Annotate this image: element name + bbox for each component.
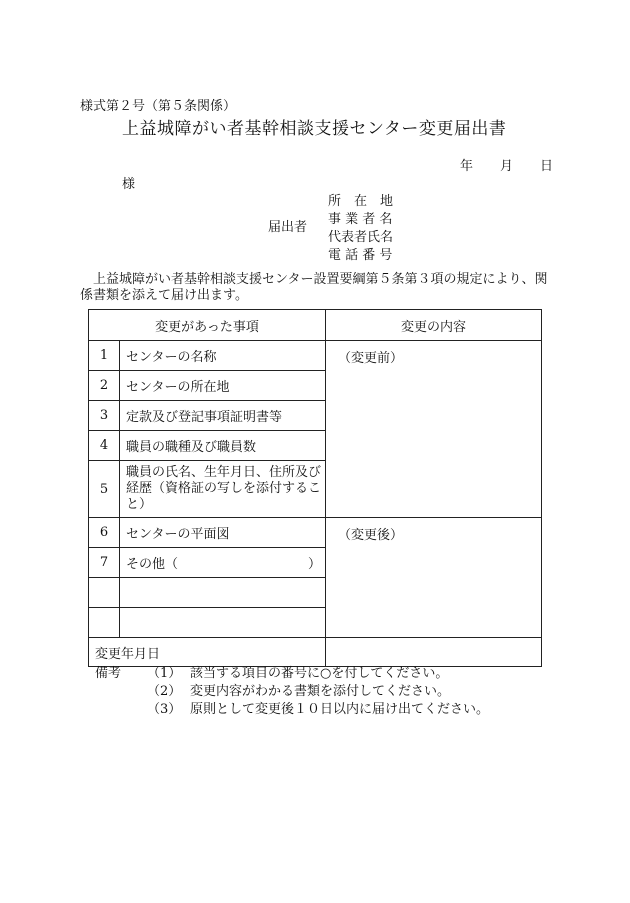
item-label: その他（ ） xyxy=(120,548,326,578)
item-label: 職員の氏名、生年月日、住所及び経歴（資格証の写しを添付すること） xyxy=(120,461,326,518)
blank-item-cell[interactable] xyxy=(120,608,326,638)
date-year-label: 年 xyxy=(460,159,474,174)
form-title: 上益城障がい者基幹相談支援センター変更届出書 xyxy=(122,119,507,139)
change-items-table xyxy=(88,309,542,667)
note-text: 原則として変更後１０日以内に届け出てください。 xyxy=(190,702,490,717)
change-before-label: （変更前） xyxy=(338,351,404,366)
item-label: センターの所在地 xyxy=(120,371,326,401)
item-number: 1 xyxy=(89,341,120,371)
item-label: センターの平面図 xyxy=(120,518,326,548)
table-row xyxy=(89,518,542,548)
table-row xyxy=(89,341,542,371)
body-text-content: 上益城障がい者基幹相談支援センター設置要綱第５条第３項の規定により、関係書類を添えて届け出ます。 xyxy=(80,272,548,303)
body-text xyxy=(80,272,550,304)
item-number: 7 xyxy=(89,548,120,578)
header-change-content: 変更の内容 xyxy=(326,310,542,341)
note-text: 該当する項目の番号に○を付してください。 xyxy=(190,666,449,681)
notes-label: 備考 xyxy=(95,666,122,681)
note-text: 変更内容がわかる書類を添付してください。 xyxy=(190,684,451,699)
item-label: センターの名称 xyxy=(120,341,326,371)
blank-item-cell[interactable] xyxy=(120,578,326,608)
note-number: （2） xyxy=(147,684,182,699)
note-number: （3） xyxy=(147,702,182,717)
applicant-business-name-field: 事 業 者 名 xyxy=(328,212,393,227)
item-label: 職員の職種及び職員数 xyxy=(120,431,326,461)
item-number: 6 xyxy=(89,518,120,548)
header-changed-items: 変更があった事項 xyxy=(89,310,326,341)
item-label: 定款及び登記事項証明書等 xyxy=(120,401,326,431)
item-number: 5 xyxy=(89,461,120,518)
applicant-label: 届出者 xyxy=(268,220,308,235)
blank-number-cell[interactable] xyxy=(89,608,120,638)
change-after-label: （変更後） xyxy=(338,528,404,543)
form-number: 様式第２号（第５条関係） xyxy=(80,99,237,114)
applicant-phone-field: 電 話 番 号 xyxy=(328,248,393,263)
item-number: 3 xyxy=(89,401,120,431)
applicant-address-field: 所 在 地 xyxy=(328,194,394,209)
note-number: （1） xyxy=(147,666,182,681)
change-after-cell[interactable] xyxy=(326,518,542,638)
date-day-label: 日 xyxy=(540,159,554,174)
item-number: 4 xyxy=(89,431,120,461)
blank-number-cell[interactable] xyxy=(89,578,120,608)
addressee-honorific: 様 xyxy=(122,177,136,192)
change-before-cell[interactable] xyxy=(326,341,542,518)
item-number: 2 xyxy=(89,371,120,401)
date-month-label: 月 xyxy=(500,159,514,174)
applicant-representative-field: 代表者氏名 xyxy=(328,230,394,245)
change-date-label: 変更年月日 xyxy=(89,638,326,667)
